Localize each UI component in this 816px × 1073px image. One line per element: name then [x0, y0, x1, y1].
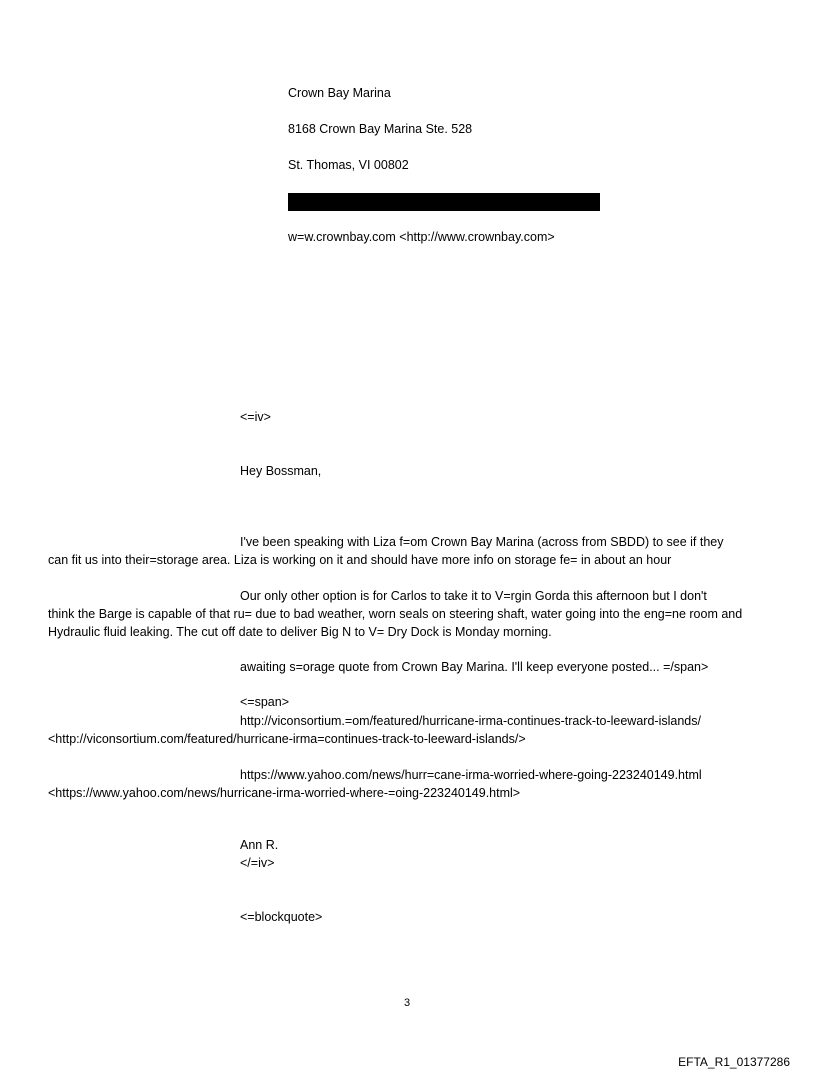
news-link-yahoo[interactable]: [48, 766, 764, 802]
signature: Ann R.: [240, 838, 279, 852]
div-open-tag: <=iv>: [240, 410, 271, 424]
document-id: EFTA_R1_01377286: [678, 1055, 790, 1069]
paragraph-storage-line1: I've been speaking with Liza f=om Crown Bay Marina (across from SBDD) to see if they: [240, 535, 724, 549]
div-close-tag: </=iv>: [240, 856, 275, 870]
redaction-bar: [288, 193, 600, 211]
blockquote-tag: <=blockquote>: [240, 910, 323, 924]
awaiting-line: awaiting s=orage quote from Crown Bay Marina. I'll keep everyone posted... =/span>: [240, 660, 709, 674]
paragraph-storage-rest: can fit us into their=storage area. Liza is working on it and should have more info on storage fe= in about an hour: [48, 553, 672, 567]
marina-city: St. Thomas, VI 00802: [288, 158, 409, 172]
marina-street: 8168 Crown Bay Marina Ste. 528: [288, 122, 473, 136]
news-link-yahoo-anchor[interactable]: <https://www.yahoo.com/news/hurricane-irma-worried-where-=oing-223240149.html>: [48, 786, 521, 800]
marina-name: Crown Bay Marina: [288, 86, 391, 100]
news-link-yahoo-url[interactable]: https://www.yahoo.com/news/hurr=cane-irma-worried-where-going-223240149.html: [240, 768, 702, 782]
paragraph-storage: [48, 533, 764, 569]
greeting: Hey Bossman,: [240, 464, 322, 478]
paragraph-options-rest: think the Barge is capable of that ru= due to bad weather, worn seals on steering shaft, water going into the eng=ne room and Hydraulic fluid leaking. The cut off date to deliver Big N to V= Dry Dock is Monday morning.: [48, 607, 743, 639]
paragraph-options-line1: Our only other option is for Carlos to take it to V=rgin Gorda this afternoon but I don't: [240, 589, 707, 603]
span-open-tag: <=span>: [240, 695, 290, 709]
news-link-viconsortium-anchor[interactable]: <http://viconsortium.com/featured/hurricane-irma=continues-track-to-leeward-islands/>: [48, 732, 526, 746]
paragraph-options: [48, 587, 764, 641]
news-link-viconsortium[interactable]: [48, 712, 764, 748]
news-link-viconsortium-url[interactable]: http://viconsortium.=om/featured/hurricane-irma-continues-track-to-leeward-islands/: [240, 714, 701, 728]
marina-website: w=w.crownbay.com <http://www.crownbay.com>: [288, 230, 555, 244]
page-number: 3: [404, 997, 411, 1009]
